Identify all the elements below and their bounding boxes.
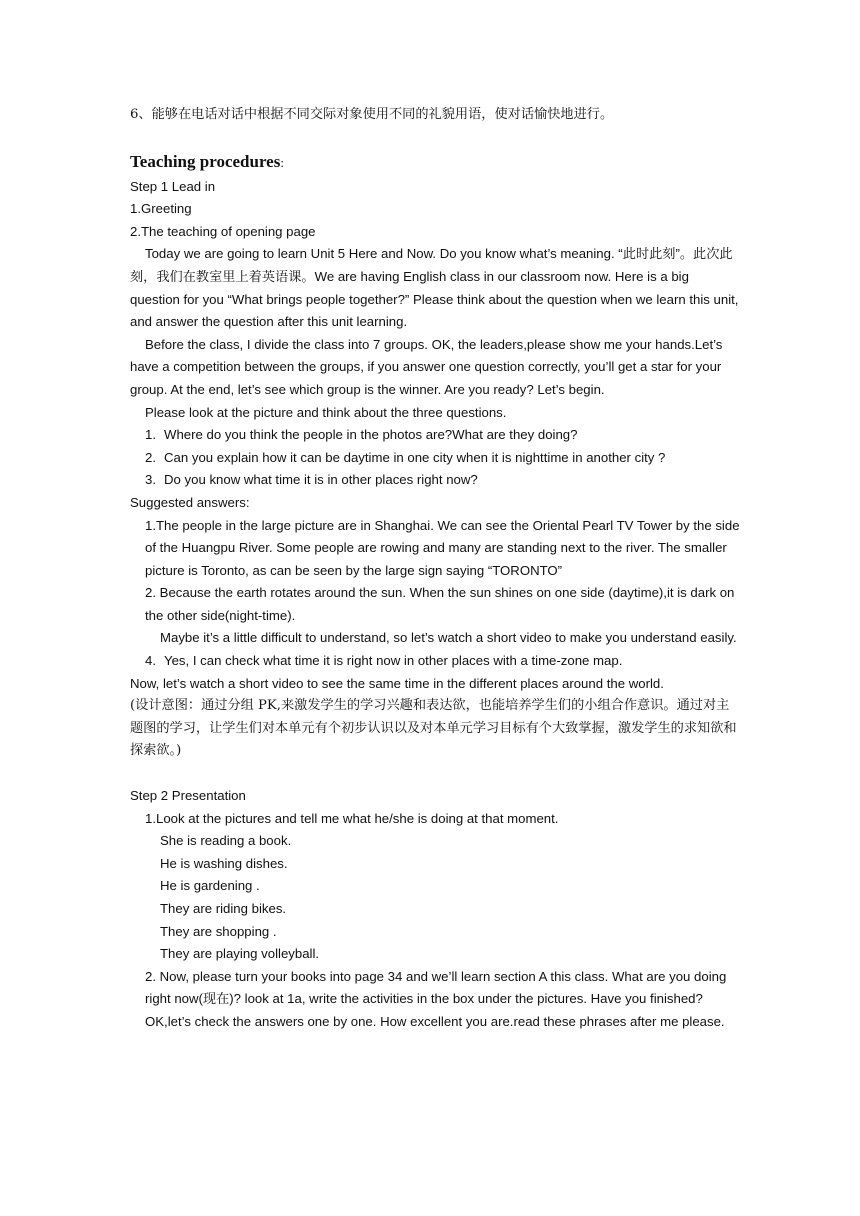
spacer	[130, 763, 742, 785]
suggested-answers-block	[130, 515, 742, 651]
question-item	[130, 424, 742, 447]
question-item	[130, 447, 742, 470]
example-sentence: They are playing volleyball.	[160, 946, 320, 962]
document-page	[130, 104, 742, 1034]
suggested-answers-label: Suggested answers:	[130, 494, 250, 510]
step1-paragraph-unit-intro: Today we are going to learn Unit 5 Here and Now. Do you know what’s meaning. “此时此刻”。此次此刻，我们在教室里上着英语课。We are having English class in our classroom now. Here is a big question for you “What brings people together?” Please think about the question when we learn this unit, and answer the question after this unit learning.	[130, 246, 739, 330]
example-sentence: She is reading a book.	[160, 833, 292, 849]
step1-title: Step 1 Lead in	[130, 178, 216, 194]
question-text: Do you know what time it is in other places right now?	[164, 472, 478, 488]
objective-6: 6、能够在电话对话中根据不同交际对象使用不同的礼貌用语，使对话愉快地进行。	[130, 107, 614, 122]
question-number: 2.	[145, 449, 156, 465]
question-text: Where do you think the people in the photos are?What are they doing?	[164, 427, 578, 443]
video-instruction: Now, let’s watch a short video to see the same time in the different places around the world.	[130, 675, 664, 691]
design-intent: (设计意图：通过分组 PK,来激发学生的学习兴趣和表达欲，也能培养学生们的小组合作意识。通过对主题图的学习，让学生们对本单元有个初步认识以及对本单元学习目标有个大致掌握，激发学生的求知欲和探索欲。)	[130, 698, 737, 759]
answer-1: 1.The people in the large picture are in Shanghai. We can see the Oriental Pearl TV Tower by the side of the Huangpu River. Some people are rowing and many are standing next to the river. The smaller picture is Toronto, as can be seen by the large sign saying “TORONTO”	[145, 517, 740, 578]
example-sentence: He is gardening .	[160, 878, 260, 894]
question-number: 3.	[145, 472, 156, 488]
step2-item-2: 2. Now, please turn your books into page 34 and we’ll learn section A this class. What are you doing right now(现在)? look at 1a, write the activities in the box under the pictures. Have you finished? OK,let’s check the answers one by one. How excellent you are.read these phrases after me please.	[145, 968, 727, 1029]
step2-item-1: 1.Look at the pictures and tell me what he/she is doing at that moment.	[145, 810, 559, 826]
spacer	[130, 127, 742, 149]
question-text: Can you explain how it can be daytime in one city when it is nighttime in another city ?	[164, 449, 666, 465]
answer-2: 2. Because the earth rotates around the sun. When the sun shines on one side (daytime),it is dark on the other side(night-time).	[145, 585, 735, 623]
question-number: 1.	[145, 427, 156, 443]
answer-4-text: Yes, I can check what time it is right now in other places with a time-zone map.	[164, 653, 623, 669]
procedures-heading-text: Teaching procedures	[130, 151, 281, 171]
example-sentence: They are riding bikes.	[160, 901, 287, 916]
procedures-heading-colon: :	[280, 154, 284, 170]
step1-greeting: 1.Greeting	[130, 201, 192, 217]
answer-4-number: 4.	[145, 653, 156, 669]
question-item	[130, 469, 742, 492]
step1-opening-page: 2.The teaching of opening page	[130, 223, 316, 239]
answer-4	[130, 650, 742, 673]
step2-item-2-block	[130, 966, 742, 1034]
answer-2-followup: Maybe it’s a little difficult to understand, so let’s watch a short video to make you understand easily.	[160, 630, 737, 646]
step2-title: Step 2 Presentation	[130, 788, 246, 804]
example-sentence: He is washing dishes.	[160, 855, 288, 871]
procedures-heading	[130, 149, 742, 176]
example-sentence: They are shopping .	[160, 923, 277, 939]
step1-paragraph-groups: Before the class, I divide the class into 7 groups. OK, the leaders,please show me your hands.Let’s have a competition between the groups, if you answer one question correctly, you’ll get a star for your group. At the end, let’s see which group is the winner. Are you ready? Let’s begin.	[130, 336, 723, 397]
step1-paragraph-questions-intro: Please look at the picture and think about the three questions.	[145, 404, 507, 420]
